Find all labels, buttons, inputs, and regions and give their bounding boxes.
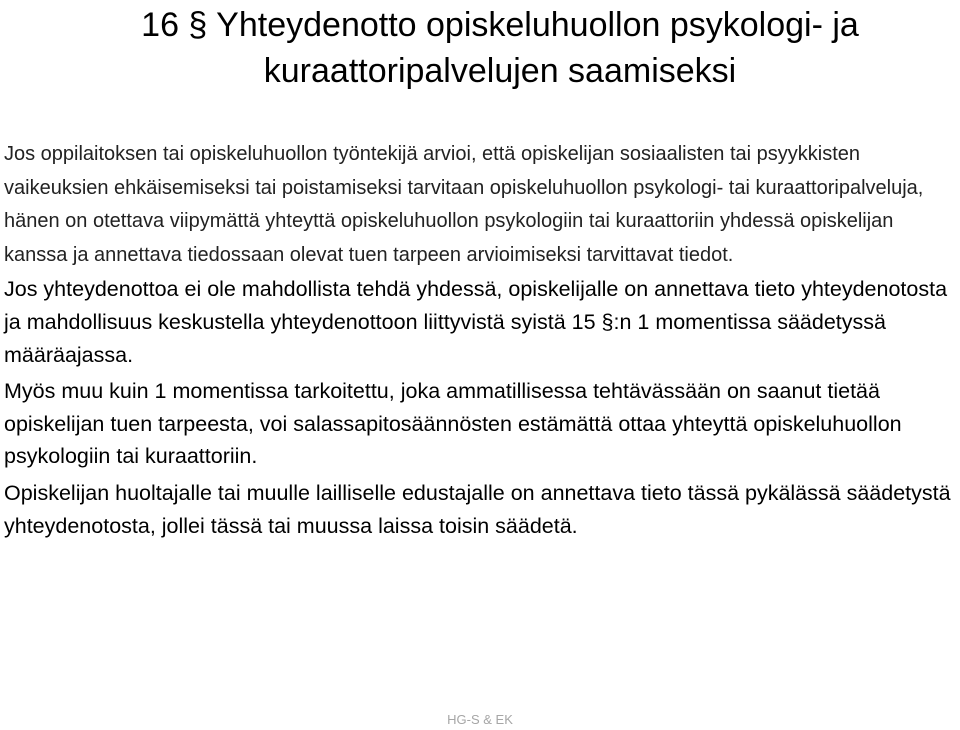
slide-footer: HG-S & EK [447,712,513,727]
paragraph-1: Jos oppilaitoksen tai opiskeluhuollon työntekijä arvioi, että opiskelijan sosiaalisten tai psyykkisten vaikeuksien ehkäisemiseksi tai poistamiseksi tarvitaan opiskeluhuollon psykologi- tai kuraattoripalveluja, hänen on otettava viipymättä yhteyttä opiskeluhuollon psykologiin tai kuraattoriin yhdessä opiskelijan kanssa ja annettava tiedossaan olevat tuen tarpeen arvioimiseksi tarvittavat tiedot. [4,143,924,266]
paragraph-2: Jos yhteydenottoa ei ole mahdollista tehdä yhdessä, opiskelijalle on annettava tieto yhteydenotosta ja mahdollisuus keskustella yhteydenottoon liittyvistä syistä 15 §:n 1 momentissa säädetyssä määräajassa. [4,277,948,367]
slide-body [4,138,954,542]
paragraph-3: Myös muu kuin 1 momentissa tarkoitettu, joka ammatillisessa tehtävässään on saanut tietää opiskelijan tuen tarpeesta, voi salassapitosäännösten estämättä ottaa yhteyttä opiskeluhuollon psykologiin tai kuraattoriin. [4,379,902,469]
slide-title-line-2: kuraattoripalvelujen saamiseksi [263,52,737,90]
slide-title [70,0,930,94]
paragraph-4: Opiskelijan huoltajalle tai muulle lailliselle edustajalle on annettava tieto tässä pykälässä säädetystä yhteydenotosta, jollei tässä tai muussa laissa toisin säädetä. [4,480,951,538]
slide-title-line-1: 16 § Yhteydenotto opiskeluhuollon psykologi- ja [141,6,859,44]
